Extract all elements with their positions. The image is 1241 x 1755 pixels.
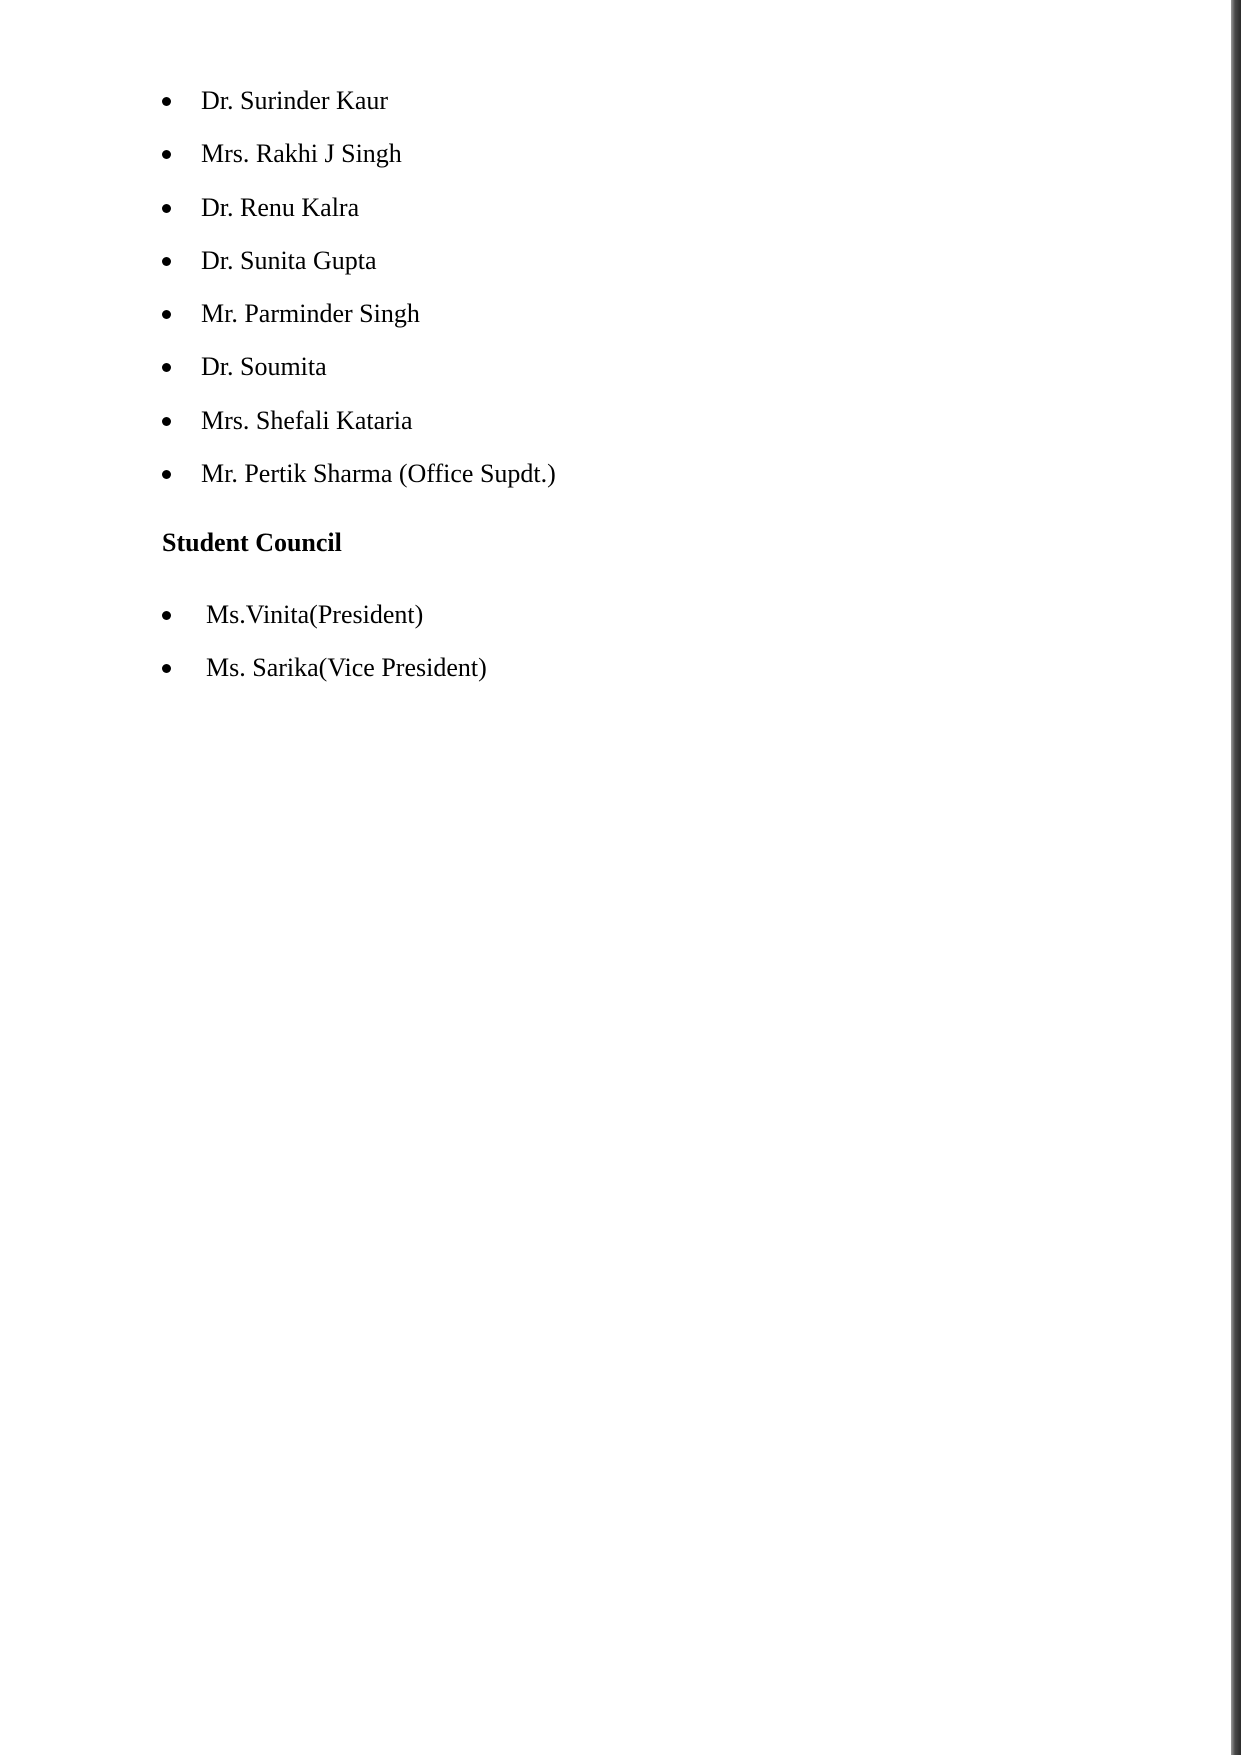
bullet-icon (162, 150, 171, 159)
bullet-icon (162, 257, 171, 266)
bullet-icon (162, 664, 171, 673)
staff-name: Mrs. Rakhi J Singh (201, 139, 402, 169)
bullet-icon (162, 204, 171, 213)
bullet-icon (162, 310, 171, 319)
bullet-icon (162, 97, 171, 106)
bullet-icon (162, 363, 171, 372)
bullet-icon (162, 470, 171, 479)
staff-name: Dr. Renu Kalra (201, 192, 360, 222)
staff-name: Dr. Sunita Gupta (201, 245, 377, 275)
council-member: Ms.Vinita(President) (206, 600, 424, 629)
bullet-icon (162, 417, 171, 426)
staff-name: Dr. Soumita (201, 352, 327, 382)
bullet-icon (162, 611, 171, 620)
staff-name: Mr. Parminder Singh (201, 299, 420, 329)
staff-name: Dr. Surinder Kaur (201, 86, 389, 115)
staff-name: Mr. Pertik Sharma (Office Supdt.) (201, 459, 556, 489)
council-member: Ms. Sarika(Vice President) (206, 653, 487, 683)
staff-name: Mrs. Shefali Kataria (201, 405, 413, 435)
student-council-heading: Student Council (162, 528, 342, 557)
page-edge-shadow (1231, 0, 1241, 1755)
